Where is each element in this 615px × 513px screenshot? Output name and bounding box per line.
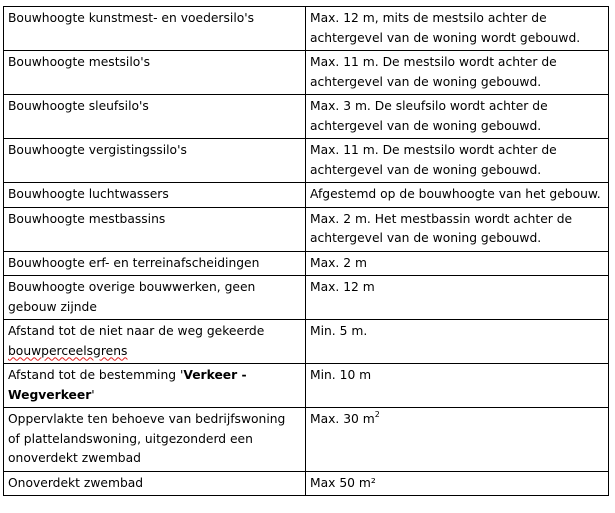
row-value: Max. 2 m xyxy=(305,251,608,276)
row-label xyxy=(4,320,306,364)
row-label: Oppervlakte ten behoeve van bedrijfswoning of plattelandswoning, uitgezonderd een onoverdekt zwembad xyxy=(4,408,306,472)
row-label: Bouwhoogte mestbassins xyxy=(4,207,306,251)
table-row xyxy=(4,251,609,276)
row-value-text: Max. 30 m xyxy=(309,412,375,426)
table-row xyxy=(4,408,609,472)
row-label: Bouwhoogte erf- en terreinafscheidingen xyxy=(4,251,306,276)
row-value: Max. 11 m. De mestsilo wordt achter de achtergevel van de woning gebouwd. xyxy=(305,51,608,95)
row-value: Afgestemd op de bouwhoogte van het gebouw. xyxy=(305,183,608,208)
row-value: Max. 12 m xyxy=(305,276,608,320)
row-label: Onoverdekt zwembad xyxy=(4,471,306,496)
row-value: Max. 11 m. De mestsilo wordt achter de achtergevel van de woning gebouwd. xyxy=(305,139,608,183)
row-label: Bouwhoogte luchtwassers xyxy=(4,183,306,208)
regulations-table xyxy=(3,6,609,496)
row-value: Min. 5 m. xyxy=(305,320,608,364)
row-label: Bouwhoogte mestsilo's xyxy=(4,51,306,95)
row-value: Max. 12 m, mits de mestsilo achter de achtergevel van de woning wordt gebouwd. xyxy=(305,7,608,51)
table-row xyxy=(4,471,609,496)
row-label xyxy=(4,364,306,408)
row-label-bold: Verkeer - Wegverkeer xyxy=(8,368,247,402)
row-value: Max. 2 m. Het mestbassin wordt achter de achtergevel van de woning gebouwd. xyxy=(305,207,608,251)
table-row xyxy=(4,276,609,320)
table-row xyxy=(4,183,609,208)
table-row xyxy=(4,139,609,183)
row-label: Bouwhoogte overige bouwwerken, geen gebouw zijnde xyxy=(4,276,306,320)
row-label: Bouwhoogte vergistingssilo's xyxy=(4,139,306,183)
row-label: Bouwhoogte kunstmest- en voedersilo's xyxy=(4,7,306,51)
table-row xyxy=(4,364,609,408)
table-row xyxy=(4,95,609,139)
table-row xyxy=(4,7,609,51)
row-value: Max 50 m² xyxy=(305,471,608,496)
row-label-text: Afstand tot de niet naar de weg gekeerde xyxy=(8,324,265,338)
spellcheck-flagged-word: bouwperceelsgrens xyxy=(8,343,128,358)
row-label-text: Afstand tot de bestemming ' xyxy=(8,368,184,382)
row-label: Bouwhoogte sleufsilo's xyxy=(4,95,306,139)
row-value xyxy=(305,408,608,472)
row-value-superscript: 2 xyxy=(374,409,380,419)
table-row xyxy=(4,51,609,95)
table-row xyxy=(4,207,609,251)
row-value: Min. 10 m xyxy=(305,364,608,408)
table-row xyxy=(4,320,609,364)
row-label-text-end: ' xyxy=(91,387,95,402)
row-value: Max. 3 m. De sleufsilo wordt achter de achtergevel van de woning gebouwd. xyxy=(305,95,608,139)
